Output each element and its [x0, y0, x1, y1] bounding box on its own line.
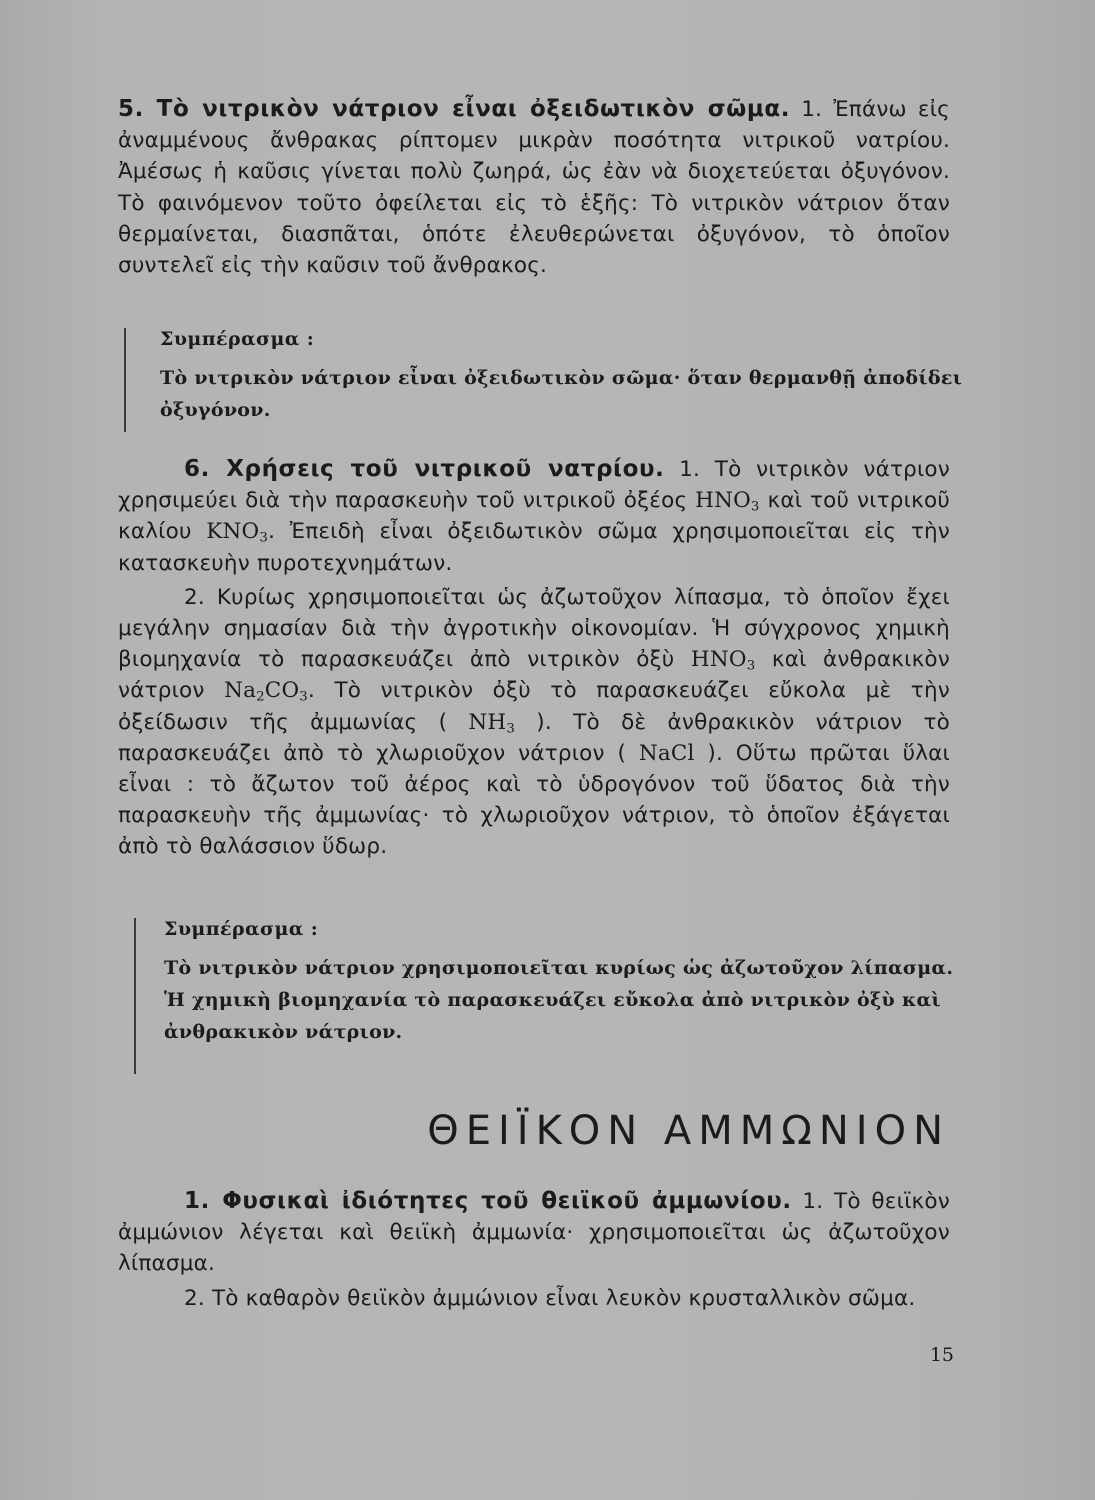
conclusion-1-label: Συμπέρασμα :	[160, 328, 315, 350]
section-6-p1-text-a: 1. Τὸ νιτρικὸν νάτριον χρησιμεύει διὰ τὴν παρασκευὴν τοῦ νιτρικοῦ ὀξέος	[118, 457, 950, 514]
formula-na2co3-co: CO	[264, 678, 300, 704]
conclusion-1-text: Τὸ νιτρικὸν νάτριον εἶναι ὀξειδωτικὸν σῶμα· ὅταν θερμανθῇ ἀποδίδει ὀξυγόνον.	[160, 367, 963, 421]
chapter-title: ΘΕΙΪΚΟΝ ΑΜΜΩΝΙΟΝ	[427, 1108, 950, 1154]
section-5	[118, 94, 950, 281]
section-1-p1-text: 1. Τὸ θειϊκὸν ἀμμώνιον λέγεται καὶ θειϊκὴ ἀμμωνία· χρησιμοποιεῖται ὡς ἀζωτοῦχον λίπασμα.	[118, 1189, 950, 1277]
conclusion-box-1	[124, 328, 986, 432]
section-1-heading: 1. Φυσικαὶ ἰδιότητες τοῦ θειϊκοῦ ἀμμωνίου.	[184, 1188, 792, 1214]
section-6-p2-text-a: 2. Κυρίως χρησιμοποιεῖται ὡς ἀζωτοῦχον λίπασμα, τὸ ὁποῖον ἔχει μεγάλην σημασίαν διὰ τὴν ἀγροτικὴν οἰκονομίαν. Ἡ σύγχρονος χημικὴ βιομηχανία τὸ παρασκευάζει ἀπὸ νιτρικὸν ὀξὺ	[118, 584, 950, 673]
section-1-paragraph-1	[118, 1186, 950, 1280]
formula-hno3-2	[691, 647, 755, 672]
formula-kno3	[206, 519, 269, 547]
section-6-p2-text-d: ). Τὸ δὲ ἀνθρακικὸν νάτριον τὸ παρασκευάζει ἀπὸ τὸ χλωριοῦχον νάτριον (	[118, 709, 950, 766]
formula-hno3-2-subscript: 3	[746, 658, 756, 674]
conclusion-2-label: Συμπέρασμα :	[164, 918, 319, 940]
section-6-p2-text-b: καὶ ἀνθρακικὸν νάτριον	[118, 647, 950, 704]
formula-na2co3	[224, 678, 308, 706]
formula-hno3-2-base: HNO	[690, 647, 747, 673]
section-6-p1-text-b: καὶ τοῦ νιτρικοῦ καλίου	[118, 488, 951, 545]
section-6	[118, 454, 950, 863]
section-1	[118, 1186, 950, 1314]
section-6-p1-text-c: . Ἐπειδὴ εἶναι ὀξειδωτικὸν σῶμα χρησιμοποιεῖται εἰς τὴν κατασκευὴν πυροτεχνημάτων.	[118, 519, 951, 576]
formula-nh3-base: NH	[468, 709, 507, 735]
formula-na2co3-na: Na	[224, 678, 257, 704]
conclusion-box-2	[134, 918, 980, 1074]
formula-nh3-subscript: 3	[506, 721, 516, 737]
conclusion-2-text: Τὸ νιτρικὸν νάτριον χρησιμοποιεῖται κυρίως ὡς ἀζωτοῦχον λίπασμα. Ἡ χημικὴ βιομηχανία τὸ παρασκευάζει εὔκολα ἀπὸ νιτρικὸν ὀξὺ καὶ ἀνθρακικὸν νάτριον.	[164, 957, 954, 1043]
section-6-heading: 6. Χρήσεις τοῦ νιτρικοῦ νατρίου.	[184, 456, 665, 482]
formula-hno3-base: HNO	[695, 488, 751, 514]
formula-na2co3-subscript-2: 3	[299, 690, 308, 706]
formula-kno3-subscript: 3	[259, 531, 269, 547]
section-6-paragraph-1	[118, 454, 950, 579]
formula-nh3	[468, 710, 515, 735]
section-6-p2-text-e: ). Οὕτω πρῶται ὕλαι εἶναι : τὸ ἄζωτον τοῦ ἀέρος καὶ τὸ ὑδρογόνον τοῦ ὕδατος διὰ τὴν παρασκευὴν τῆς ἀμμωνίας· τὸ χλωριοῦχον νάτριον, τὸ ὁποῖον ἐξάγεται ἀπὸ τὸ θαλάσσιον ὕδωρ.	[118, 740, 950, 860]
formula-hno3-subscript: 3	[750, 499, 760, 515]
section-5-heading: 5. Τὸ νιτρικὸν νάτριον εἶναι ὀξειδωτικὸν σῶμα.	[118, 96, 791, 122]
formula-hno3	[695, 488, 759, 513]
formula-kno3-base: KNO	[206, 519, 260, 545]
formula-nacl: NaCl	[638, 740, 695, 766]
page-number: 15	[929, 1344, 954, 1366]
section-6-paragraph-2	[118, 582, 950, 863]
section-5-body: 1. Ἐπάνω εἰς ἀναμμένους ἄνθρακας ρίπτομεν μικρὰν ποσότητα νιτρικοῦ νατρίου. Ἀμέσως ἡ καῦσις γίνεται πολὺ ζωηρά, ὡς ἐὰν νὰ διοχετεύεται ὀξυγόνον. Τὸ φαινόμενον τοῦτο ὀφείλεται εἰς τὸ ἑξῆς: Τὸ νιτρικὸν νάτριον ὅταν θερμαίνεται, διασπᾶται, ὁπότε ἐλευθερώνεται ὀξυγόνον, τὸ ὁποῖον συντελεῖ εἰς τὴν καῦσιν τοῦ ἄνθρακος.	[118, 97, 950, 279]
section-5-paragraph	[118, 94, 950, 281]
section-1-paragraph-2: 2. Τὸ καθαρὸν θειϊκὸν ἀμμώνιον εἶναι λευκὸν κρυσταλλικὸν σῶμα.	[184, 1285, 916, 1311]
section-6-p2-text-c: . Τὸ νιτρικὸν ὀξὺ τὸ παρασκευάζει εὔκολα μὲ τὴν ὀξείδωσιν τῆς ἀμμωνίας (	[118, 678, 950, 735]
formula-na2co3-subscript-1: 2	[256, 690, 265, 706]
